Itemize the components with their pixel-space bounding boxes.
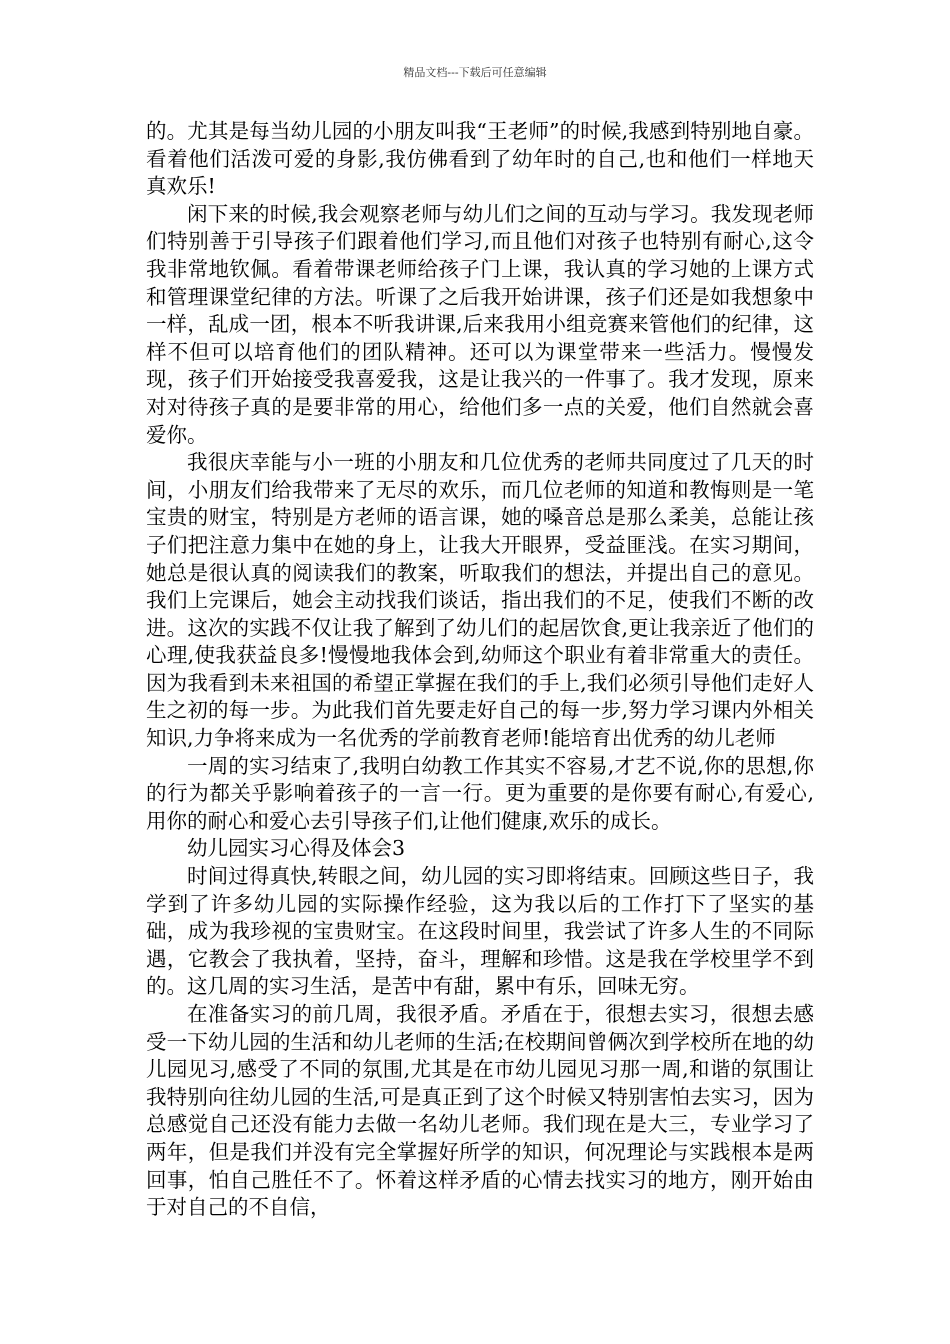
paragraph: 的。尤其是每当幼儿园的小朋友叫我“王老师”的时候,我感到特别地自豪。看着他们活泼可爱的身影,我仿佛看到了幼年时的自己,也和他们一样地天真欢乐! bbox=[146, 119, 814, 199]
paragraph: 我很庆幸能与小一班的小朋友和几位优秀的老师共同度过了几天的时间，小朋友们给我带来了无尽的欢乐，而几位老师的知道和教悔则是一笔宝贵的财宝，特别是方老师的语言课，她的嗓音总是那么柔美，总能让孩子们把注意力集中在她的身上，让我大开眼界，受益匪浅。在实习期间，她总是很认真的阅读我们的教案，听取我们的想法，并提出自己的意见。我们上完课后，她会主动找我们谈话，指出我们的不足，使我们不断的改进。这次的实践不仅让我了解到了幼儿们的起居饮食,更让我亲近了他们的心理,使我获益良多!慢慢地我体会到,幼师这个职业有着非常重大的责任。因为我看到未来祖国的希望正掌握在我们的手上,我们必须引导他们走好人生之初的每一步。为此我们首先要走好自己的每一步,努力学习课内外相关知识,力争将来成为一名优秀的学前教育老师!能培育出优秀的幼儿老师 bbox=[146, 450, 814, 751]
document-body bbox=[146, 118, 814, 1222]
paragraph: 时间过得真快,转眼之间，幼儿园的实习即将结束。回顾这些日子，我学到了许多幼儿园的实际操作经验，这为我以后的工作打下了坚实的基础，成为我珍视的宝贵财宝。在这段时间里，我尝试了许多人生的不同际遇，它教会了我执着，坚持，奋斗，理解和珍惜。这是我在学校里学不到的。这几周的实习生活，是苦中有甜，累中有乐，回味无穷。 bbox=[146, 864, 814, 999]
paragraph: 一周的实习结束了,我明白幼教工作其实不容易,才艺不说,你的思想,你的行为都关乎影响着孩子的一言一行。更为重要的是你要有耐心,有爱心,用你的耐心和爱心去引导孩子们,让他们健康,欢乐的成长。 bbox=[146, 753, 814, 833]
paragraph: 在准备实习的前几周，我很矛盾。矛盾在于，很想去实习，很想去感受一下幼儿园的生活和幼儿老师的生活;在校期间曾俩次到学校所在地的幼儿园见习,感受了不同的氛围,尤其是在市幼儿园见习那一周,和谐的氛围让我特别向往幼儿园的生活,可是真正到了这个时候又特别害怕去实习，因为总感觉自己还没有能力去做一名幼儿老师。我们现在是大三，专业学习了两年，但是我们并没有完全掌握好所学的知识，何况理论与实践根本是两回事，怕自己胜任不了。怀着这样矛盾的心情去找实习的地方，刚开始由于对自己的不自信， bbox=[146, 1002, 814, 1220]
page-header: 精品文档---下载后可任意编辑 bbox=[403, 66, 547, 79]
paragraph: 闲下来的时候,我会观察老师与幼儿们之间的互动与学习。我发现老师们特别善于引导孩子们跟着他们学习,而且他们对孩子也特别有耐心,这令我非常地钦佩。看着带课老师给孩子门上课，我认真的学习她的上课方式和管理课堂纪律的方法。听课了之后我开始讲课，孩子们还是如我想象中一样，乱成一团，根本不听我讲课,后来我用小组竞赛来管他们的纪律，这样不但可以培育他们的团队精神。还可以为课堂带来一些活力。慢慢发现，孩子们开始接受我喜爱我，这是让我兴的一件事了。我才发现，原来对对待孩子真的是要非常的用心，给他们多一点的关爱，他们自然就会喜爱你。 bbox=[146, 201, 814, 447]
section-heading: 幼儿园实习心得及体会3 bbox=[187, 836, 406, 861]
